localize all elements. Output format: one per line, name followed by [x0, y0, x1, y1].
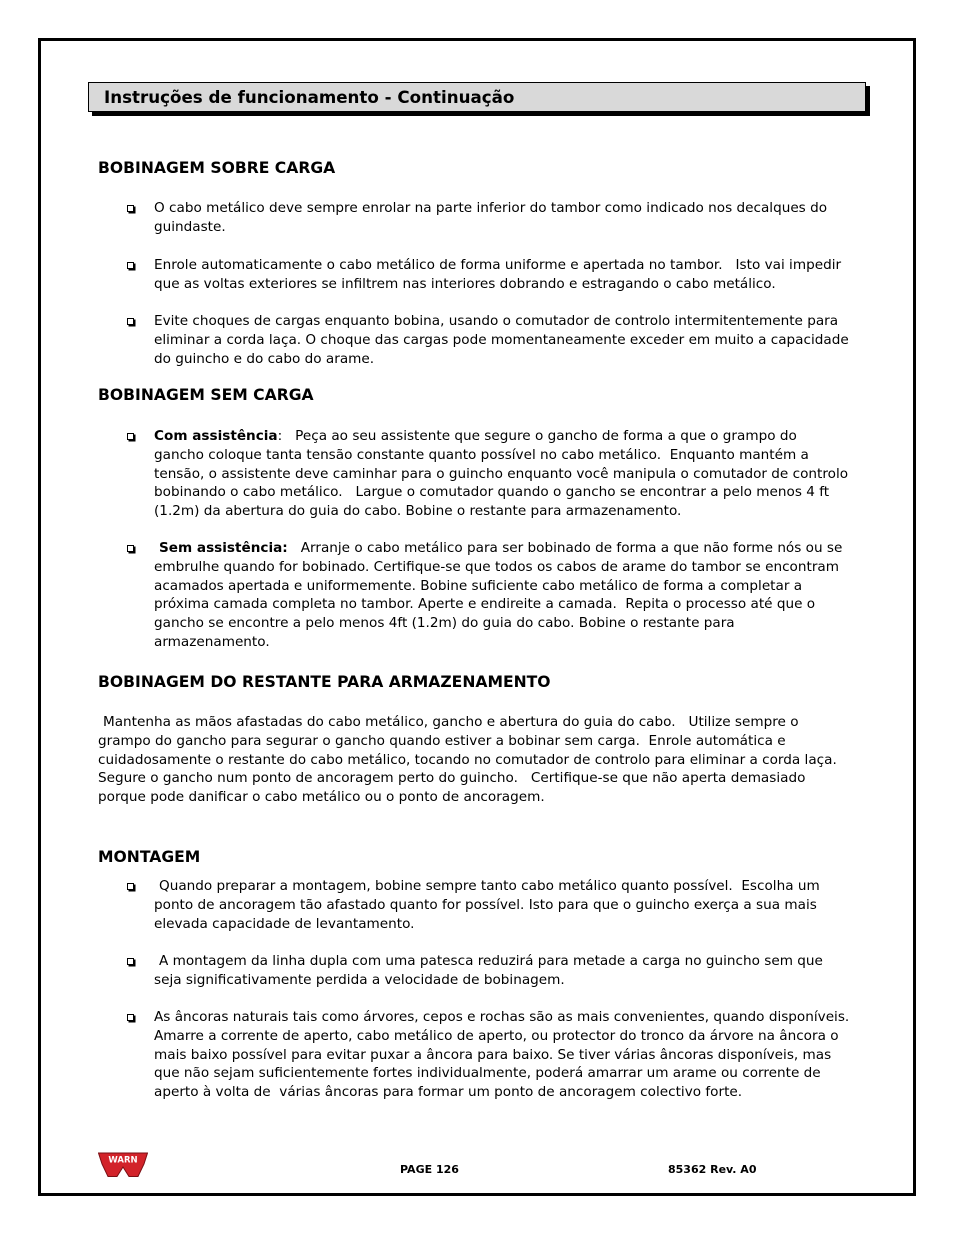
text-line: A montagem da linha dupla com uma patesca reduzirá para metade a carga no guincho sem que	[159, 953, 823, 969]
bullet-label: Sem assistência:	[159, 540, 288, 556]
section-heading: BOBINAGEM SEM CARGA	[98, 386, 314, 404]
text-line: ponto de ancoragem tão afastado quanto for possível. Isto para que o guincho exerça a sua mais	[154, 896, 817, 913]
header-bar	[88, 82, 866, 112]
text-line: embrulhe quando for bobinado. Certifique-se que todos os cabos de arame do tambor se encontram	[154, 558, 839, 575]
text-line: As âncoras naturais tais como árvores, cepos e rochas são as mais convenientes, quando disponíveis.	[154, 1009, 850, 1025]
text-segment: : Peça ao seu assistente que segure o gancho de forma a que o grampo do	[277, 428, 797, 444]
text-line: grampo do gancho para segurar o gancho quando estiver a bobinar sem carga. Enrole automática e	[98, 732, 786, 749]
text-line: armazenamento.	[154, 633, 270, 650]
warn-logo-icon	[98, 1152, 148, 1177]
document-number: 85362 Rev. A0	[668, 1163, 757, 1176]
logo-text: WARN	[108, 1155, 138, 1166]
bullet-item	[126, 427, 848, 521]
text-line: próxima camada completa no tambor. Aperte e endireite a camada. Repita o processo até que o	[154, 596, 816, 613]
paragraph	[98, 713, 837, 807]
bullet-item	[126, 539, 842, 652]
text-line: gancho se encontre a pelo menos 4ft (1.2m) do guia do cabo. Bobine o restante para	[154, 615, 735, 631]
square-bullet-icon	[127, 433, 134, 440]
header-title: Instruções de funcionamento - Continuação	[104, 87, 515, 107]
text-line: (1.2m) da abertura do guia do cabo. Bobine o restante para armazenamento.	[154, 503, 682, 519]
text-line: que as voltas exteriores se infiltrem nas interiores dobrando e estragando o cabo metálico.	[154, 275, 776, 292]
text-line: guindaste.	[154, 218, 226, 235]
square-bullet-icon	[127, 545, 134, 552]
bullet-item	[126, 1008, 849, 1102]
section-heading: MONTAGEM	[98, 848, 201, 866]
section-heading: BOBINAGEM DO RESTANTE PARA ARMAZENAMENTO	[98, 673, 551, 691]
square-bullet-icon	[127, 205, 134, 212]
text-line: que não sejam suficientemente fortes individualmente, poderá amarrar um arame ou corrente de	[154, 1065, 821, 1082]
text-line: bobinando o cabo metálico. Largue o comutador quando o gancho se encontrar a pelo menos 4 ft	[154, 484, 830, 501]
bullet-item	[126, 952, 823, 990]
square-bullet-icon	[127, 262, 134, 269]
section-heading: BOBINAGEM SOBRE CARGA	[98, 159, 336, 177]
text-line: elevada capacidade de levantamento.	[154, 915, 415, 932]
square-bullet-icon	[127, 1014, 134, 1021]
text-line: aperto à volta de várias âncoras para formar um ponto de ancoragem colectivo forte.	[154, 1084, 743, 1100]
text-segment: Arranje o cabo metálico para ser bobinado de forma a que não forme nós ou se	[287, 540, 843, 556]
text-line: mais baixo possível para evitar puxar a âncora para baixo. Se tiver várias âncoras disponíveis, mas	[154, 1046, 832, 1063]
text-line: porque pode danificar o cabo metálico ou o ponto de ancoragem.	[98, 789, 545, 805]
text-line: Evite choques de cargas enquanto bobina, usando o comutador de controlo intermitentemente para	[154, 313, 839, 329]
bullet-item	[126, 256, 841, 294]
bullet-label: Com assistência	[154, 428, 278, 444]
text-line	[154, 539, 842, 558]
text-line: cuidadosamente o restante do cabo metálico, tocando no comutador de controlo para eliminar a corda laça.	[98, 751, 837, 768]
text-line: Enrole automaticamente o cabo metálico de forma uniforme e apertada no tambor. Isto vai impedir	[154, 257, 842, 273]
text-line: do guincho e do cabo do arame.	[154, 350, 375, 367]
text-line: Mantenha as mãos afastadas do cabo metálico, gancho e abertura do guia do cabo. Utilize sempre o	[103, 714, 799, 730]
text-line	[154, 427, 848, 446]
square-bullet-icon	[127, 318, 134, 325]
text-line: tensão, o assistente deve caminhar para o guincho enquanto você manipula o comutador de controlo	[154, 465, 849, 482]
text-line: seja significativamente perdida a velocidade de bobinagem.	[154, 971, 565, 988]
square-bullet-icon	[127, 883, 134, 890]
text-line: O cabo metálico deve sempre enrolar na parte inferior do tambor como indicado nos decalques do	[154, 200, 828, 216]
footer-logo	[98, 1152, 148, 1177]
text-line: gancho coloque tanta tensão constante quanto possível no cabo metálico. Enquanto mantém a	[154, 446, 809, 463]
bullet-item	[126, 312, 849, 368]
bullet-item	[126, 199, 827, 237]
text-line: Segure o gancho num ponto de ancoragem perto do guincho. Certifique-se que não aperta demasiado	[98, 770, 806, 787]
text-line: eliminar a corda laça. O choque das cargas pode momentaneamente exceder em muito a capacidade	[154, 331, 849, 348]
text-line: Amarre a corrente de aperto, cabo metálico de aperto, ou protector do tronco da árvore na âncora o	[154, 1027, 839, 1044]
text-line: Quando preparar a montagem, bobine sempre tanto cabo metálico quanto possível. Escolha um	[159, 878, 820, 894]
square-bullet-icon	[127, 958, 134, 965]
page-number: PAGE 126	[400, 1163, 459, 1176]
bullet-item	[126, 877, 820, 933]
text-line: acamados apertada e uniformemente. Bobine suficiente cabo metálico de forma a completar a	[154, 577, 803, 594]
